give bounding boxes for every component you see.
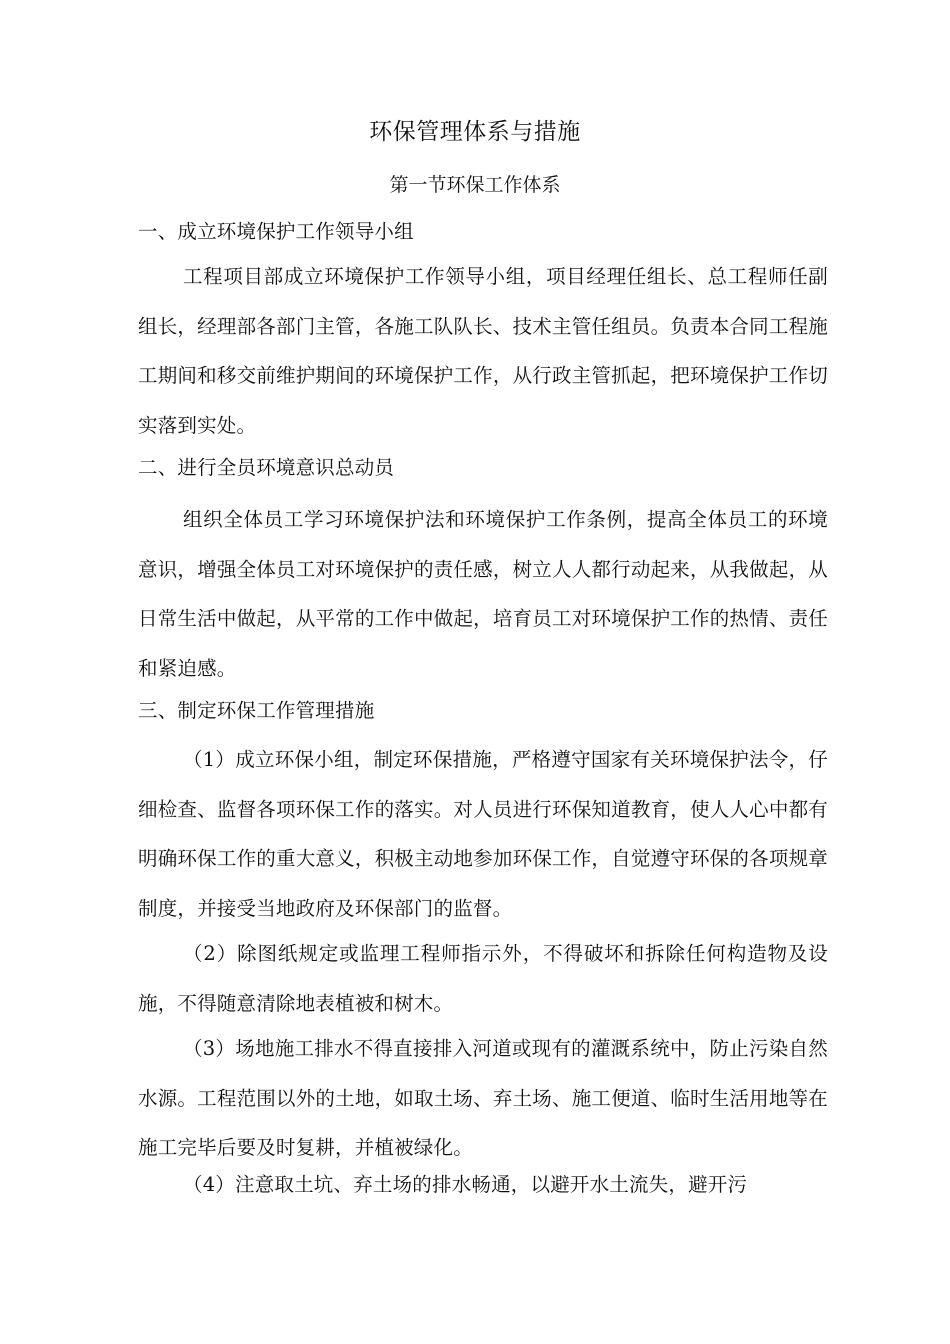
- paragraph-2: 组织全体员工学习环境保护法和环境保护工作条例，提高全体员工的环境意识，增强全体员工对环境保护的责任感，树立人人都行动起来，从我做起，从日常生活中做起，从平常的工作中做起，培育员工对环境保护工作的热情、责任和紧迫感。: [138, 508, 828, 680]
- section-heading-2: 二、进行全员环境意识总动员: [138, 456, 395, 479]
- list-item-1: （1）成立环保小组，制定环保措施，严格遵守国家有关环境保护法令，仔细检查、监督各项环保工作的落实。对人员进行环保知道教育，使人人心中都有明确环保工作的重大意义，积极主动地参加环保工作，自觉遵守环保的各项规章制度，并接受当地政府及环保部门的监督。: [138, 748, 828, 920]
- list-item-3: （3）场地施工排水不得直接排入河道或现有的灌溉系统中，防止污染自然水源。工程范围以外的土地，如取土场、弃土场、施工便道、临时生活用地等在施工完毕后要及时复耕，并植被绿化。: [138, 1037, 828, 1159]
- paragraph-1: 工程项目部成立环境保护工作领导小组，项目经理任组长、总工程师任副组长，经理部各部门主管，各施工队队长、技术主管任组员。负责本合同工程施工期间和移交前维护期间的环境保护工作，从行政主管抓起，把环境保护工作切实落到实处。: [138, 265, 828, 437]
- section-heading-3: 三、制定环保工作管理措施: [138, 699, 375, 722]
- list-item-4: （4）注意取土坑、弃土场的排水畅通，以避开水土流失，避开污: [183, 1173, 748, 1196]
- section-title: 第一节环保工作体系: [389, 174, 561, 196]
- document-title: 环保管理体系与措施: [369, 119, 581, 145]
- list-item-2: （2）除图纸规定或监理工程师指示外，不得破坏和拆除任何构造物及设施，不得随意清除地表植被和树木。: [138, 942, 828, 1015]
- section-heading-1: 一、成立环境保护工作领导小组: [138, 220, 414, 243]
